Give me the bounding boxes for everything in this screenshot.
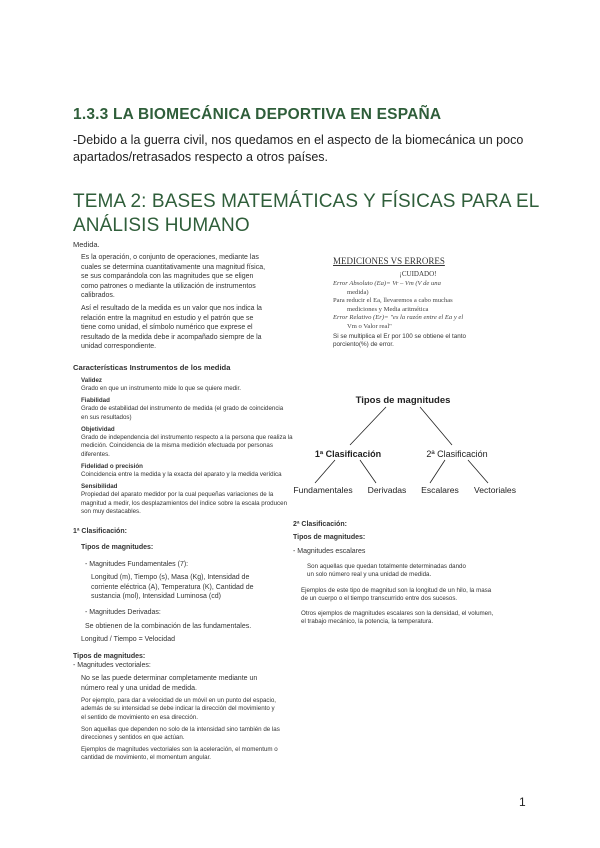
clas2-title: 2ª Clasificación: — [293, 521, 347, 528]
section-text-line: -Debido a la guerra civil, nos quedamos en el aspecto de la biomecánica un poco — [73, 133, 524, 147]
mediciones-block — [333, 256, 503, 349]
caract-item — [73, 483, 305, 516]
mediciones-title: MEDICIONES VS ERRORES — [333, 256, 445, 266]
tree-leaf: Fundamentales — [293, 485, 353, 495]
tree-leaf: Derivadas — [367, 485, 407, 495]
tree-edge — [430, 460, 445, 483]
caract-item-line: magnitud a medir, los desplazamientos del índice sobre la escala producen — [81, 499, 288, 507]
vect-paragraph — [73, 697, 305, 722]
magnitudes-tree-diagram — [290, 375, 530, 500]
mediciones-line: mediciones y Media aritmética — [347, 305, 429, 313]
esc-paragraph — [293, 610, 528, 626]
caract-item-title: Fiabilidad — [81, 397, 110, 405]
tema-title — [73, 190, 573, 238]
tipos-title-right: Tipos de magnitudes: — [293, 534, 366, 542]
caract-item-title: Sensibilidad — [81, 483, 118, 491]
caract-item-line: Grado en que un instrumento mide lo que se quiere medir. — [81, 385, 241, 393]
mediciones-line: Error Relativo (Er)= "es la razón entre el Ea y el — [333, 314, 464, 322]
tree-edge — [420, 407, 452, 445]
text-line: Así el resultado de la medida es un valor que nos indica la — [81, 305, 262, 313]
text-line: el sentido de movimiento en esa dirección. — [81, 713, 198, 721]
caract-item-line: diferentes. — [81, 450, 110, 458]
clas1-title: 1ª Clasificación: — [73, 527, 127, 535]
section-heading: 1.3.3 LA BIOMECÁNICA DEPORTIVA EN ESPAÑA — [73, 106, 442, 123]
deriv-title: - Magnitudes Derivadas: — [85, 609, 161, 617]
section-text-line: apartados/retrasados respecto a otros países. — [73, 150, 329, 164]
vect-paragraph — [73, 746, 305, 762]
tree-left-title: 1ª Clasificación — [314, 449, 382, 459]
tree-leaf: Escalares — [421, 485, 459, 495]
page-number: 1 — [519, 795, 526, 809]
fund-title: - Magnitudes Fundamentales (7): — [85, 560, 189, 568]
vect-paragraph — [73, 726, 305, 742]
text-line: se sus comparándola con las magnitudes que se eligen — [81, 273, 254, 281]
tema-title-line: ANÁLISIS HUMANO — [73, 215, 250, 236]
mediciones-lines — [333, 280, 503, 332]
caract-item-line: Propiedad del aparato medidor por la cual pequeñas variaciones de la — [81, 491, 274, 499]
esc-paragraph — [293, 563, 528, 579]
text-line: Por ejemplo, para dar a velocidad de un móvil en un punto del espacio, — [81, 697, 277, 705]
tree-edge — [360, 460, 376, 483]
text-line: un solo número real y una unidad de medida. — [307, 571, 432, 579]
section-text — [73, 132, 573, 166]
tema-title-line: TEMA 2: BASES MATEMÁTICAS Y FÍSICAS PARA EL — [73, 191, 540, 212]
caract-item-title: Objetividad — [81, 425, 115, 433]
caract-item — [73, 377, 305, 393]
esc-paragraph — [293, 587, 528, 603]
left-column — [73, 240, 305, 763]
section-block — [73, 106, 573, 166]
text-line: sustancia (mol), Intensidad Luminosa (cd) — [91, 592, 221, 600]
text-line: el trabajo mecánico, la potencia, la temperatura. — [301, 618, 434, 626]
mediciones-line: medida) — [347, 288, 369, 296]
medida-title: Medida. — [73, 240, 100, 249]
caract-item-line: en sus resultados) — [81, 413, 132, 421]
caract-item-line: son muy destacables. — [81, 507, 141, 515]
tree-edge — [468, 460, 488, 483]
tipos-title: Tipos de magnitudes: — [81, 544, 154, 552]
deriv-line: Se obtienen de la combinación de las fundamentales. — [85, 622, 252, 630]
text-line: Es la operación, o conjunto de operaciones, mediante las — [81, 254, 259, 262]
text-line: como patrones o mediante la utilización de instrumentos — [81, 282, 256, 290]
text-line: además de su intensidad se debe indicar la dirección del movimiento y — [81, 705, 275, 713]
text-line: cantidad de movimiento, el momentum angular. — [81, 754, 212, 762]
tree-edge — [350, 407, 386, 445]
caract-item-title: Fidelidad o precisión — [81, 462, 143, 470]
text-line: Son aquellas que quedan totalmente determinadas dando — [307, 563, 466, 571]
fund-lines — [73, 573, 305, 601]
vect-lines — [73, 674, 305, 693]
mediciones-line: Vm o Valor real" — [347, 322, 392, 330]
caract-item — [73, 397, 305, 422]
caract-item-title: Validez — [81, 376, 102, 384]
multiplica-lines — [333, 333, 503, 349]
text-line: calibrados. — [81, 292, 115, 300]
multiplica-line: Si se multiplica el Er por 100 se obtiene el tanto — [333, 332, 467, 340]
caract-item-line: Coincidencia entre la medida y la exacta del aparato y la medida verídica — [81, 470, 282, 478]
cuidado-label: ¡CUIDADO! — [399, 270, 437, 278]
text-line: unidad correspondiente. — [81, 343, 157, 351]
text-line: Otros ejemplos de magnitudes escalares son la densidad, el volumen, — [301, 610, 494, 618]
caract-item-line: medición. Coincidencia de la misma medición efectuada por personas — [81, 442, 273, 450]
caract-item — [73, 463, 305, 479]
tree-right-title: 2ª Clasificación — [426, 449, 488, 459]
text-line: corriente eléctrica (A), Temperatura (K), Cantidad de — [91, 583, 254, 591]
vect-title: - Magnitudes vectoriales: — [73, 661, 151, 669]
text-line: Ejemplos de este tipo de magnitud son la longitud de un hilo, la masa — [301, 586, 492, 594]
tree-root: Tipos de magnitudes — [355, 395, 451, 406]
multiplica-line: porciento(%) de error. — [333, 340, 394, 348]
caract-item-line: Grado de independencia del instrumento respecto a la persona que realiza la — [81, 434, 293, 442]
text-line: Son aquellas que dependen no solo de la intensidad sino también de las — [81, 725, 280, 733]
caract-item-line: Grado de estabilidad del instrumento de medida (el grado de coincidencia — [81, 405, 284, 413]
text-line: Ejemplos de magnitudes vectoriales son la aceleración, el momentum o — [81, 746, 278, 754]
text-line: direcciones y sentidos en que actúan. — [81, 734, 185, 742]
medida-paragraph — [73, 253, 305, 300]
text-line: resultado de la medida debe ir acompañado siempre de la — [81, 333, 262, 341]
caract-item — [73, 426, 305, 459]
medida-paragraph — [73, 304, 305, 351]
clas2-block — [293, 520, 528, 626]
caract-list — [73, 377, 305, 516]
caract-title: Características Instrumentos de los medida — [73, 363, 231, 373]
text-line: relación entre la magnitud en estudio y el patrón que se — [81, 314, 254, 322]
esc-title: - Magnitudes escalares — [293, 547, 366, 555]
text-line: Longitud (m), Tiempo (s), Masa (Kg), Intensidad de — [91, 574, 250, 582]
text-line: No se las puede determinar completamente mediante un — [81, 675, 258, 683]
text-line: número real y una unidad de medida. — [81, 684, 197, 692]
tree-leaf: Vectoriales — [473, 485, 517, 495]
text-line: cuales se determina cuantitativamente una magnitud física, — [81, 263, 266, 271]
tipos2-title: Tipos de magnitudes: — [73, 652, 146, 660]
tema-heading — [73, 190, 573, 238]
tree-edge — [315, 460, 335, 483]
text-line: de un cuerpo o el tiempo transcurrido entre dos sucesos. — [301, 594, 458, 602]
text-line: tiene como unidad, el símbolo numérico que exprese el — [81, 324, 253, 332]
mediciones-line: Error Absoluto (Ea)= Vr – Vm (V de una — [333, 280, 441, 287]
deriv-example: Longitud / Tiempo = Velocidad — [81, 636, 175, 644]
mediciones-line: Para reducir el Ea, llevaremos a cabo muchas — [333, 297, 453, 305]
